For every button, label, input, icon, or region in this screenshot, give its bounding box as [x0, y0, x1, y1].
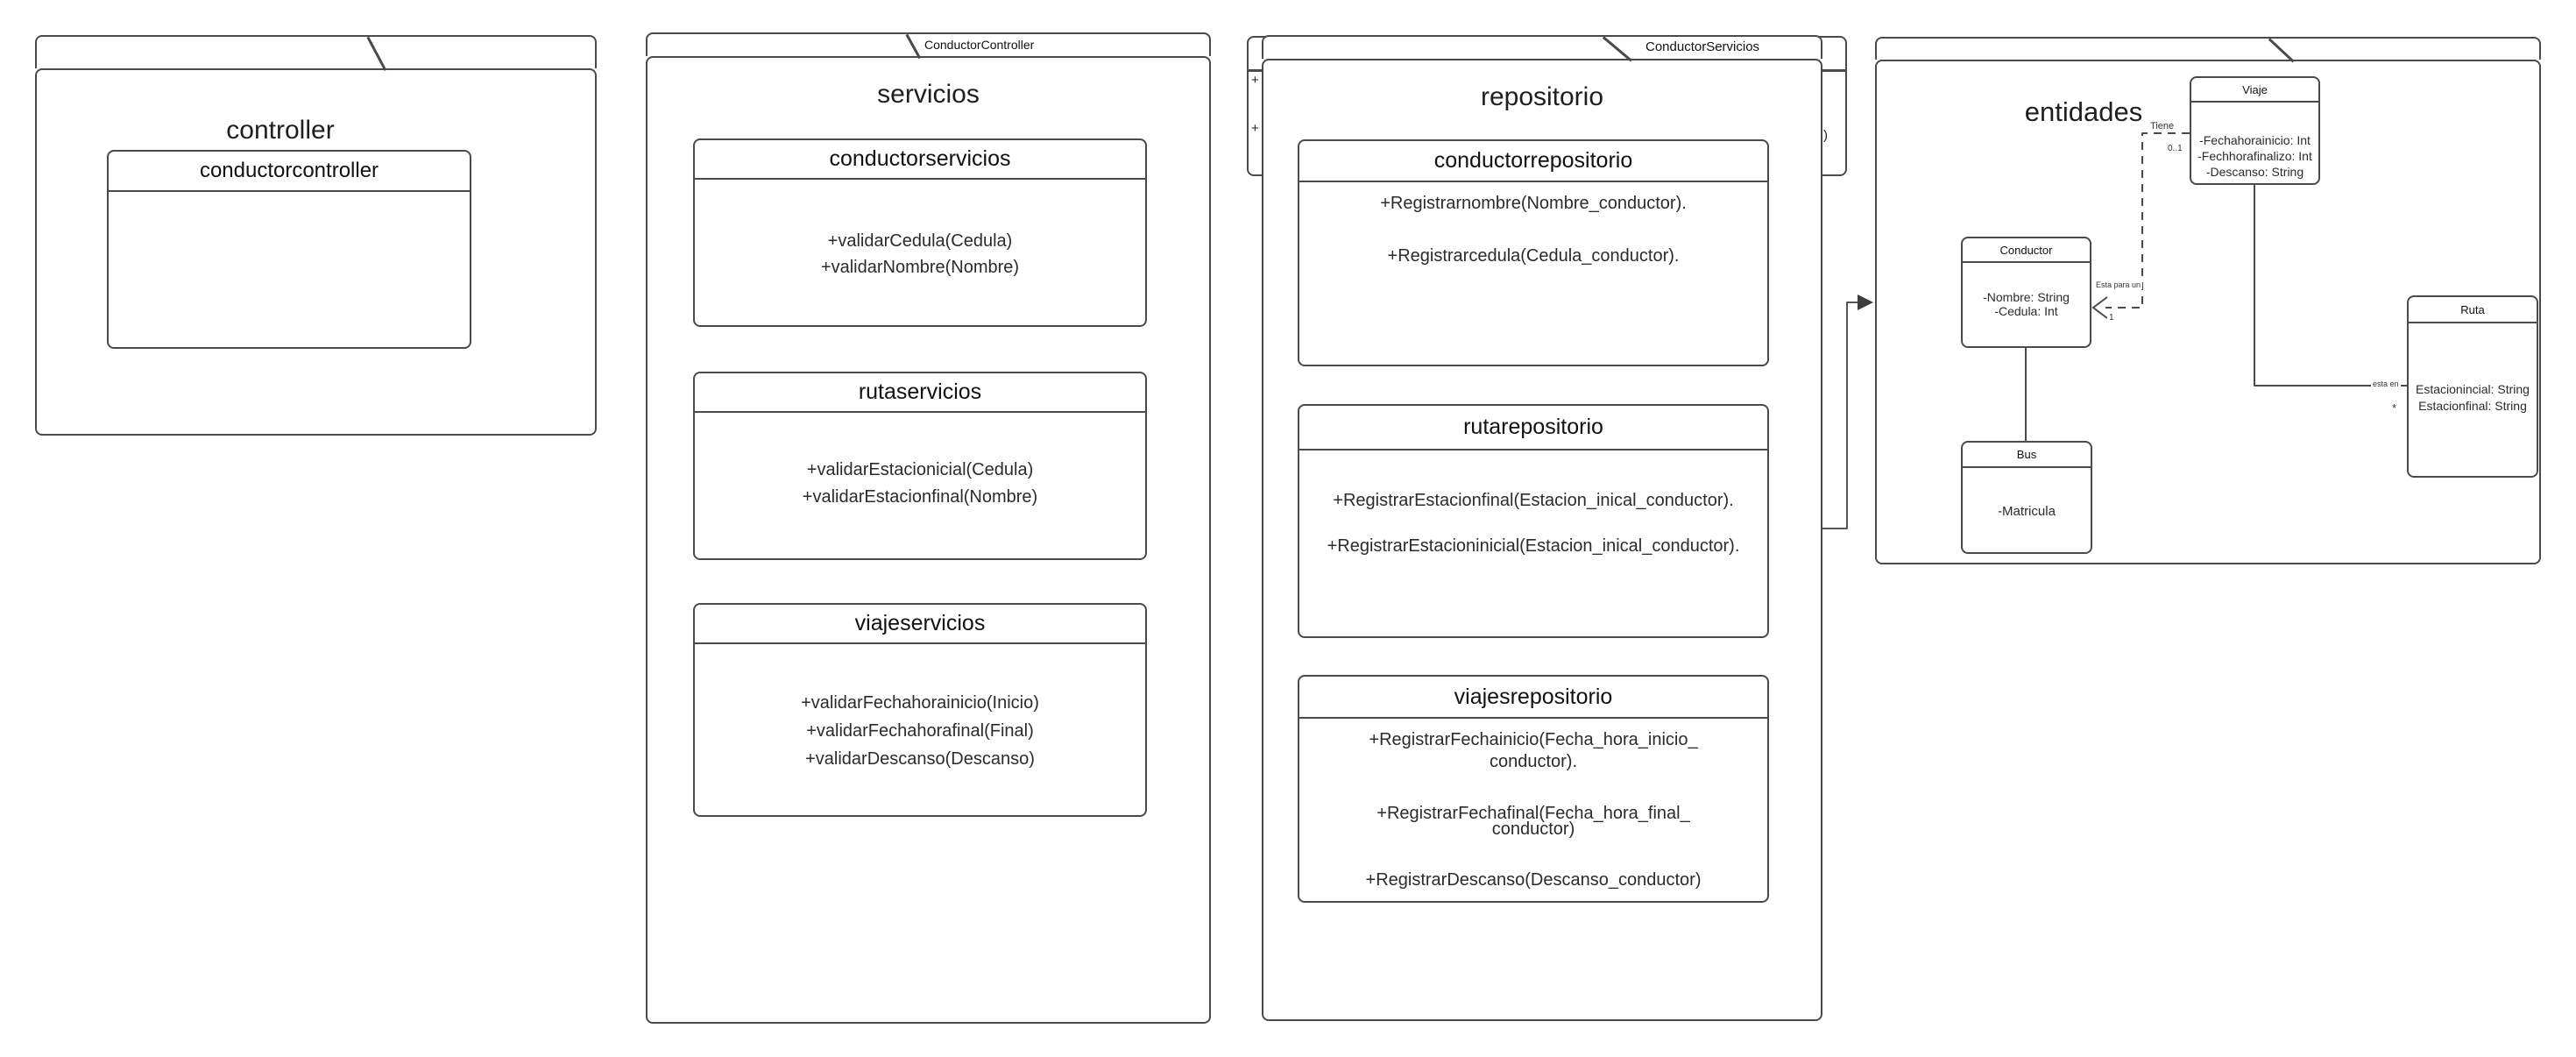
class-title: rutaservicios	[695, 373, 1145, 413]
class-title: Viaje	[2191, 78, 2318, 103]
class-member-line: +validarEstacionfinal(Nombre)	[802, 487, 1038, 507]
package-title: repositorio	[1480, 82, 1604, 111]
class-title: Conductor	[1963, 238, 2090, 263]
class-member-line: conductor)	[1491, 819, 1575, 839]
package-controller[interactable]	[35, 35, 597, 436]
obscured-member-fragment: +	[1251, 121, 1259, 136]
class-attribute-line: Estacionfinal: String	[2418, 399, 2527, 413]
class-attribute-line: -Descanso: String	[2205, 165, 2304, 179]
class-member-line: +Registrarcedula(Cedula_conductor).	[1387, 246, 1680, 266]
multiplicity-label: *	[2392, 401, 2397, 415]
class-attribute-line: -Cedula: Int	[1994, 304, 2058, 318]
class-title: Ruta	[2409, 297, 2537, 323]
package-title: servicios	[877, 80, 980, 109]
package-repositorio[interactable]	[1262, 35, 1822, 1021]
class-member-line: +validarEstacionicial(Cedula)	[806, 460, 1034, 479]
package-tab-label: ConductorController	[924, 38, 1035, 52]
class-member-line: +RegistrarFechafinal(Fecha_hora_final_	[1376, 804, 1690, 823]
class-conductorservicios[interactable]	[693, 138, 1147, 327]
class-attribute-line: Estacionincial: String	[2416, 382, 2530, 396]
class-viajeservicios[interactable]	[693, 603, 1147, 817]
class-member-line: +RegistrarEstacionfinal(Estacion_inical_conductor).	[1333, 491, 1734, 510]
class-title: viajeservicios	[695, 605, 1145, 644]
class-viajesrepositorio[interactable]	[1298, 675, 1769, 903]
package-tab	[1875, 37, 2541, 60]
class-attribute-line: -Fechhorafinalizo: Int	[2197, 149, 2312, 163]
connector-label-tiene: Tiene	[2150, 121, 2175, 131]
class-attribute-line: -Nombre: String	[1983, 290, 2070, 304]
class-bus[interactable]	[1961, 441, 2092, 554]
class-title: conductorrepositorio	[1299, 141, 1767, 182]
arrowhead-icon	[1858, 294, 1873, 310]
connector-label-esta-para-un: Esta para un	[2096, 280, 2141, 289]
class-attribute-line: -Matricula	[1998, 504, 2056, 519]
package-tab	[35, 35, 597, 68]
obscured-member-fragment: +	[1251, 73, 1259, 88]
obscured-member-fragment: )	[1823, 128, 1828, 143]
class-member-line: +validarCedula(Cedula)	[827, 231, 1013, 251]
class-member-line: +Registrarnombre(Nombre_conductor).	[1380, 194, 1687, 213]
class-member-line: +RegistrarDescanso(Descanso_conductor)	[1365, 870, 1702, 890]
connector-label-esta-en: esta en	[2373, 380, 2399, 388]
class-title: Bus	[1963, 443, 2091, 468]
class-member-line: +validarFechahorafinal(Final)	[806, 721, 1034, 741]
multiplicity-label: 0..1	[2168, 144, 2183, 153]
class-member-line: +RegistrarEstacioninicial(Estacion_inical_conductor).	[1327, 536, 1740, 556]
class-title: viajesrepositorio	[1299, 677, 1767, 719]
package-tab-label: ConductorServicios	[1645, 39, 1760, 54]
class-member-line: +validarDescanso(Descanso)	[805, 749, 1035, 769]
class-member-line: +validarNombre(Nombre)	[820, 258, 1020, 277]
package-servicios[interactable]	[646, 32, 1211, 1024]
class-title: rutarepositorio	[1299, 406, 1767, 450]
package-title: entidades	[2024, 96, 2143, 127]
class-conductor[interactable]	[1961, 237, 2091, 348]
class-member-line: +RegistrarFechainicio(Fecha_hora_inicio_	[1369, 730, 1698, 749]
package-title: controller	[226, 116, 335, 145]
class-conductorrepositorio[interactable]	[1298, 139, 1769, 366]
class-ruta[interactable]	[2407, 295, 2538, 478]
package-entidades[interactable]	[1875, 37, 2541, 564]
connector-repositorio-entidades[interactable]	[1822, 302, 1858, 528]
class-title: conductorservicios	[695, 140, 1145, 180]
class-rutarepositorio[interactable]	[1298, 404, 1769, 638]
class-title: conductorcontroller	[109, 152, 470, 192]
class-viaje[interactable]	[2190, 76, 2320, 185]
multiplicity-label: 1	[2109, 313, 2114, 323]
class-conductorcontroller[interactable]	[107, 150, 471, 349]
class-rutaservicios[interactable]	[693, 372, 1147, 560]
class-member-line: +validarFechahorainicio(Inicio)	[801, 693, 1039, 713]
class-attribute-line: -Fechahorainicio: Int	[2199, 133, 2311, 147]
class-member-line: conductor).	[1489, 752, 1578, 771]
